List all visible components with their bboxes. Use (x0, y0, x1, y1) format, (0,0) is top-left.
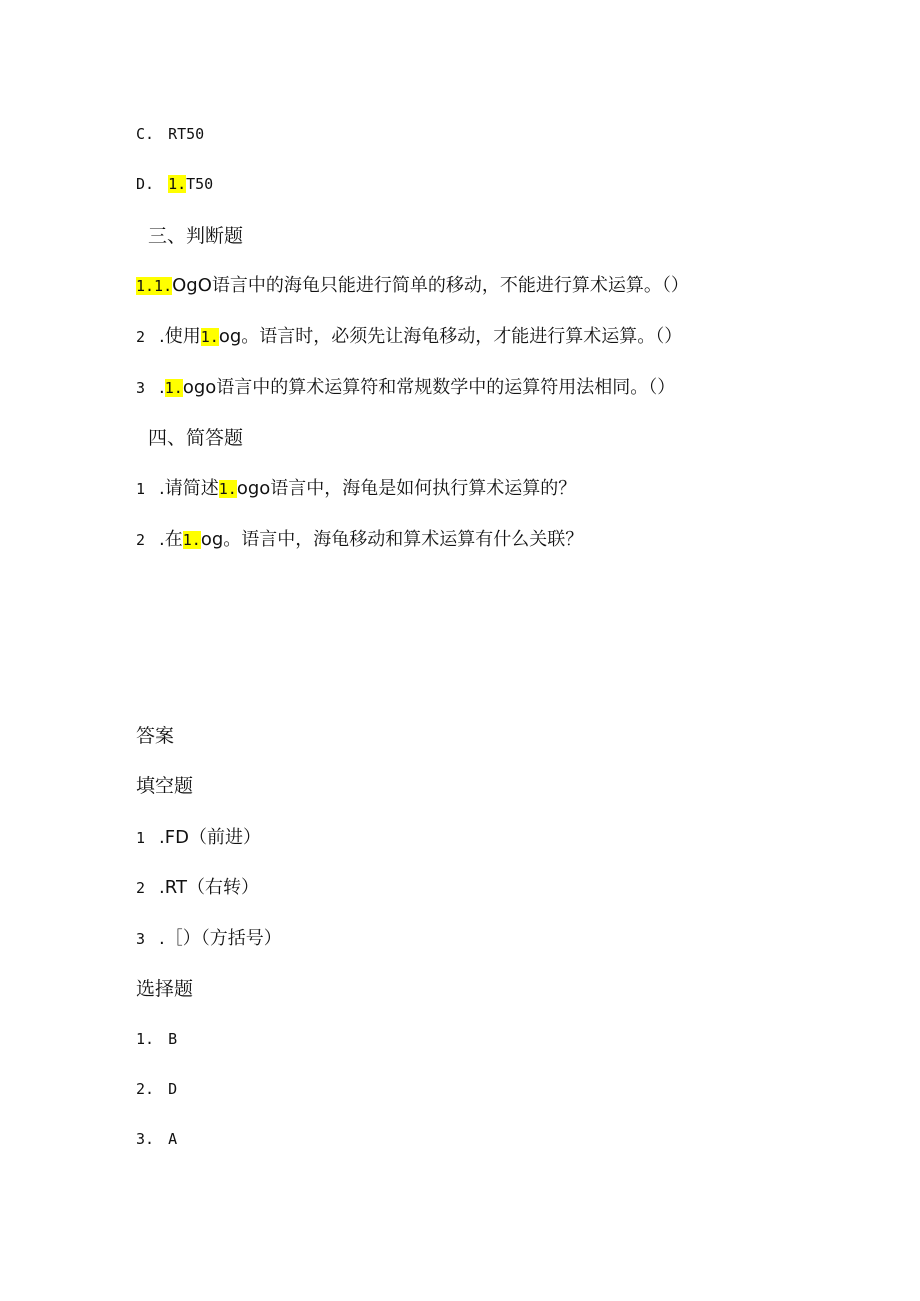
highlight-mark: 1. (218, 480, 237, 498)
question-number: 1 (136, 480, 146, 498)
answer-item (136, 1077, 177, 1101)
section-title-short-answer: 四、简答题 (148, 427, 244, 449)
highlight-mark: 1. (200, 328, 219, 346)
question-item (136, 528, 583, 552)
answer-text: .RT（右转） (159, 877, 259, 898)
answer-text: D (168, 1080, 178, 1098)
question-prefix: .请简述 (159, 478, 219, 499)
answer-number: 2 (136, 879, 146, 897)
question-item (136, 477, 576, 501)
question-item (136, 325, 682, 349)
answer-text: B (168, 1030, 178, 1048)
question-number: 2 (136, 328, 146, 346)
question-item (136, 376, 675, 400)
question-text: ogo语言中的算术运算符和常规数学中的运算符用法相同。（） (182, 377, 676, 398)
answer-item (136, 1027, 177, 1051)
option-c (136, 122, 204, 146)
answer-number: 1 (136, 829, 146, 847)
answer-text: .［）（方括号） (159, 928, 282, 949)
answer-number: 1. (136, 1030, 155, 1048)
question-number: 3 (136, 379, 146, 397)
answer-text: A (168, 1130, 178, 1148)
question-number: 2 (136, 531, 146, 549)
question-prefix: .使用 (159, 326, 201, 347)
answer-item (136, 927, 282, 951)
answer-item (136, 876, 259, 900)
highlight-mark: 1. (182, 531, 201, 549)
answer-number: 3. (136, 1130, 155, 1148)
answer-item (136, 1127, 177, 1151)
option-d (136, 172, 213, 196)
highlight-mark: 1.1. (136, 277, 173, 295)
question-prefix: . (159, 377, 165, 398)
question-text: og。语言中，海龟移动和算术运算有什么关联？ (200, 529, 584, 550)
answer-number: 2. (136, 1080, 155, 1098)
highlight-mark: 1. (168, 175, 187, 193)
option-letter: C. (136, 125, 155, 143)
question-text: OgO语言中的海龟只能进行简单的移动，不能进行算术运算。（） (172, 275, 689, 296)
section-title-judgement: 三、判断题 (148, 225, 244, 247)
option-letter: D. (136, 175, 155, 193)
answers-title: 答案 (136, 725, 175, 747)
question-prefix: .在 (159, 529, 183, 550)
question-text: og。语言时，必须先让海龟移动，才能进行算术运算。（） (218, 326, 683, 347)
question-item (136, 274, 689, 298)
option-text: RT50 (168, 125, 205, 143)
answer-text: .FD（前进） (159, 827, 261, 848)
highlight-mark: 1. (164, 379, 183, 397)
answer-item (136, 826, 261, 850)
question-text: ogo语言中，海龟是如何执行算术运算的？ (236, 478, 577, 499)
answers-choice-title: 选择题 (136, 978, 194, 1000)
answer-number: 3 (136, 930, 146, 948)
answers-fill-title: 填空题 (136, 775, 194, 797)
option-text: T50 (186, 175, 214, 193)
